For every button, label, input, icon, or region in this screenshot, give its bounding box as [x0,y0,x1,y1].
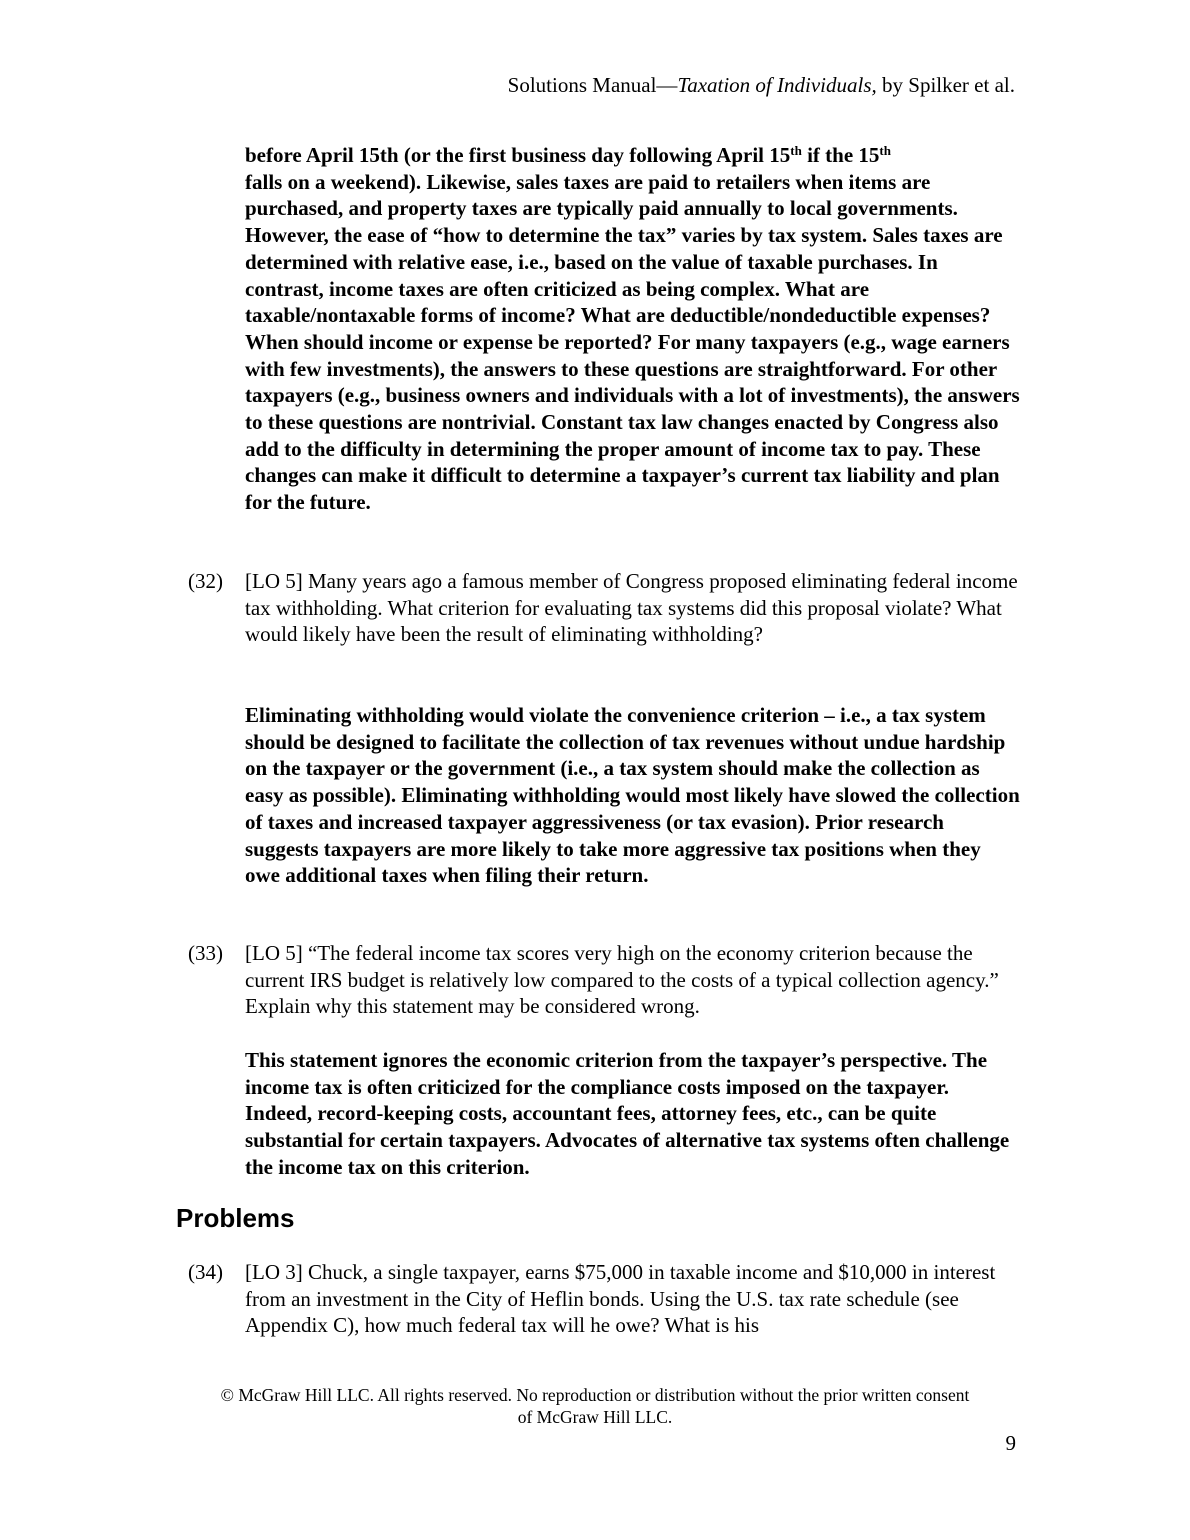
question-number: (34) [188,1260,223,1284]
header-prefix: Solutions Manual— [507,73,678,97]
footer-line-2: of McGraw Hill LLC. [517,1407,673,1427]
answer-31-part1: before April 15th (or the first business day following April 15 [245,143,791,167]
question-text: [LO 5] Many years ago a famous member of Congress proposed eliminating federal income tax withholding. What criterion for evaluating tax systems did this proposal violate? What would likely have been the result of eliminating withholding? [245,569,1018,647]
header-book-title: Taxation of Individuals, [677,73,877,97]
header-suffix: by Spilker et al. [876,73,1015,97]
answer-31-sup1: th [790,143,802,158]
footer-line-1: © McGraw Hill LLC. All rights reserved. No reproduction or distribution without the prior written consent [220,1385,970,1405]
answer-31-part2: if the 15 [801,143,880,167]
question-number: (33) [188,941,223,965]
section-heading-problems: Problems [176,1203,295,1233]
answer-31-sup2: th [879,143,891,158]
question-text: [LO 3] Chuck, a single taxpayer, earns $75,000 in taxable income and $10,000 in interest from an investment in the City of Heflin bonds. Using the U.S. tax rate schedule (see Appendix C), how much federal tax will he owe? What is his [245,1260,996,1338]
question-number: (32) [188,569,223,593]
question-text: [LO 5] “The federal income tax scores very high on the economy criterion because the current IRS budget is relatively low compared to the costs of a typical collection agency.” Explain why this statement may be considered wrong. [245,941,999,1019]
running-header [508,70,1015,100]
question-33 [188,940,1020,1020]
page-number: 9 [1005,1431,1016,1455]
question-32 [188,568,1020,648]
answer-32: Eliminating withholding would violate the convenience criterion – i.e., a tax system should be designed to facilitate the collection of tax revenues without undue hardship on the taxpayer or the government (i.e., a tax system should make the collection as easy as possible). Eliminating withholding would most likely have slowed the collection of taxes and increased taxpayer aggressiveness (or tax evasion). Prior research suggests taxpayers are more likely to take more aggressive tax positions when they owe additional taxes when filing their return. [245,703,1020,888]
answer-31-continued [245,142,1020,516]
answer-33: This statement ignores the economic criterion from the taxpayer’s perspective. The income tax is often criticized for the compliance costs imposed on the taxpayer. Indeed, record-keeping costs, accountant fees, attorney fees, etc., can be quite substantial for certain taxpayers. Advocates of alternative tax systems often challenge the income tax on this criterion. [245,1048,1010,1179]
copyright-footer [175,1384,1015,1428]
question-34 [188,1259,1020,1339]
answer-31-part3: falls on a weekend). Likewise, sales taxes are paid to retailers when items are purchased, and property taxes are typically paid annually to local governments. However, the ease of “how to determine the tax” varies by tax system. Sales taxes are determined with relative ease, i.e., based on the value of taxable purchases. In contrast, income taxes are often criticized as being complex. What are taxable/nontaxable forms of income? What are deductible/nondeductible expenses? When should income or expense be reported? For many taxpayers (e.g., wage earners with few investments), the answers to these questions are straightforward. For other taxpayers (e.g., business owners and individuals with a lot of investments), the answers to these questions are nontrivial. Constant tax law changes enacted by Congress also add to the difficulty in determining the proper amount of income tax to pay. These changes can make it difficult to determine a taxpayer’s current tax liability and plan for the future. [245,169,1020,515]
